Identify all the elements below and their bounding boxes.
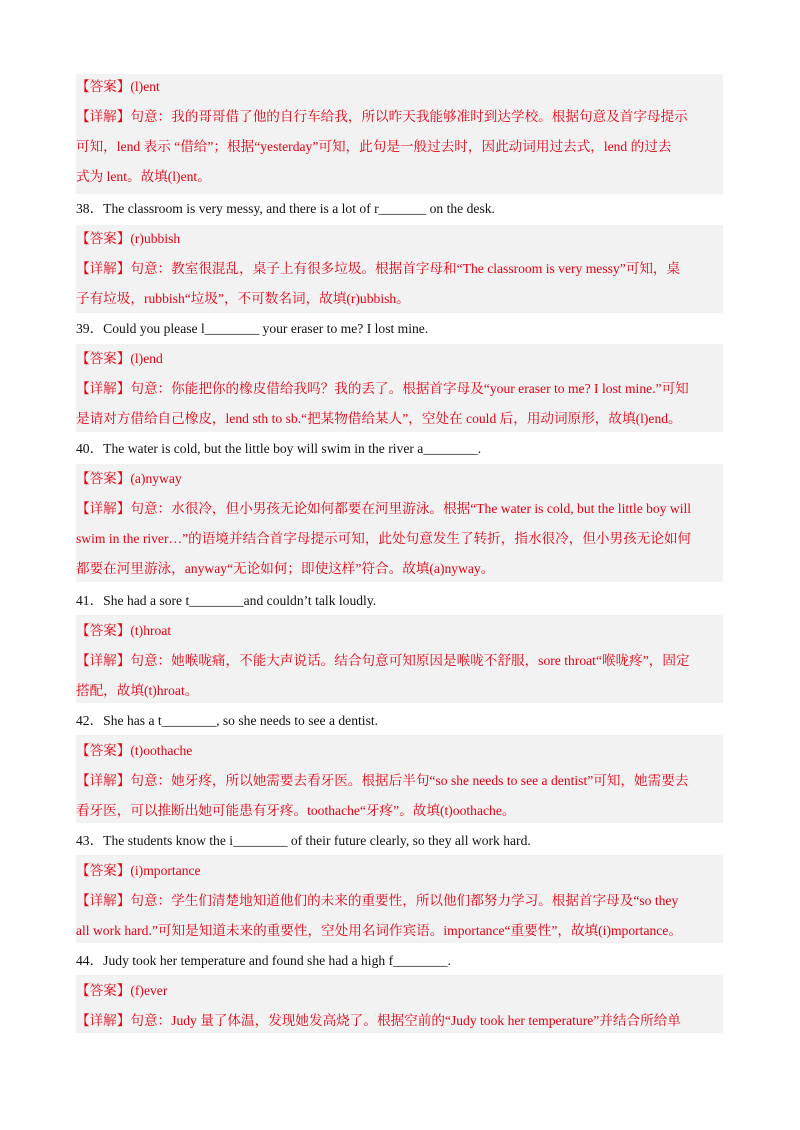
explanation-line: 子有垃圾，rubbish“垃圾”，不可数名词，故填(r)ubbish。 (76, 291, 410, 306)
answer-line: 【答案】(t)oothache (76, 743, 193, 758)
explanation-line: 【详解】句意：学生们清楚地知道他们的未来的重要性，所以他们都努力学习。根据首字母及“so they (76, 893, 679, 908)
answer-line: 【答案】(l)end (76, 351, 163, 366)
explanation-line: 式为 lent。故填(l)ent。 (76, 169, 211, 184)
answer-line: 【答案】(a)nyway (76, 471, 182, 486)
answer-line: 【答案】(l)ent (76, 79, 160, 94)
explanation-line: 都要在河里游泳，anyway“无论如何；即使这样”符合。故填(a)nyway。 (76, 561, 495, 576)
explanation-line: 【详解】句意：她喉咙痛，不能大声说话。结合句意可知原因是喉咙不舒服，sore throat“喉咙疼”，固定 (76, 653, 690, 668)
explanation-line: 是请对方借给自己橡皮，lend sth to sb.“把某物借给某人”，空处在 could 后，用动词原形，故填(l)end。 (76, 411, 682, 426)
explanation-line: all work hard.”可知是知道未来的重要性，空处用名词作宾语。importance“重要性”，故填(i)mportance。 (76, 923, 682, 938)
explanation-line: 搭配，故填(t)hroat。 (76, 683, 199, 698)
answer-line: 【答案】(r)ubbish (76, 231, 181, 246)
explanation-line: 【详解】句意：Judy 量了体温，发现她发高烧了。根据空前的“Judy took her temperature”并结合所给单 (76, 1013, 681, 1028)
question-line: 42．She has a t________, so she needs to see a dentist. (76, 713, 379, 728)
explanation-line: 【详解】句意：水很冷，但小男孩无论如何都要在河里游泳。根据“The water is cold, but the little boy will (76, 501, 692, 516)
explanation-line: 可知，lend 表示 “借给”；根据“yesterday”可知，此句是一般过去时，因此动词用过去式，lend 的过去 (76, 139, 672, 154)
explanation-line: 【详解】句意：我的哥哥借了他的自行车给我，所以昨天我能够准时到达学校。根据句意及首字母提示 (76, 109, 688, 124)
explanation-line: 【详解】句意：你能把你的橡皮借给我吗？我的丢了。根据首字母及“your eraser to me? I lost mine.”可知 (76, 381, 689, 396)
question-line: 43．The students know the i________ of their future clearly, so they all work hard. (76, 833, 531, 848)
explanation-line: 【详解】句意：教室很混乱，桌子上有很多垃圾。根据首字母和“The classroom is very messy”可知，桌 (76, 261, 681, 276)
question-line: 38．The classroom is very messy, and there is a lot of r_______ on the desk. (76, 201, 495, 216)
answer-line: 【答案】(f)ever (76, 983, 168, 998)
answer-line: 【答案】(t)hroat (76, 623, 172, 638)
question-line: 44．Judy took her temperature and found she had a high f________. (76, 953, 451, 968)
explanation-line: swim in the river…”的语境并结合首字母提示可知，此处句意发生了转折，指水很冷，但小男孩无论如何 (76, 531, 692, 546)
answer-line: 【答案】(i)mportance (76, 863, 201, 878)
question-line: 41．She had a sore t________and couldn’t talk loudly. (76, 593, 377, 608)
question-line: 39．Could you please l________ your eraser to me? I lost mine. (76, 321, 429, 336)
question-line: 40．The water is cold, but the little boy will swim in the river a________. (76, 441, 482, 456)
explanation-line: 【详解】句意：她牙疼，所以她需要去看牙医。根据后半句“so she needs to see a dentist”可知，她需要去 (76, 773, 689, 788)
explanation-line: 看牙医，可以推断出她可能患有牙疼。toothache“牙疼”。故填(t)oothache。 (76, 803, 516, 818)
